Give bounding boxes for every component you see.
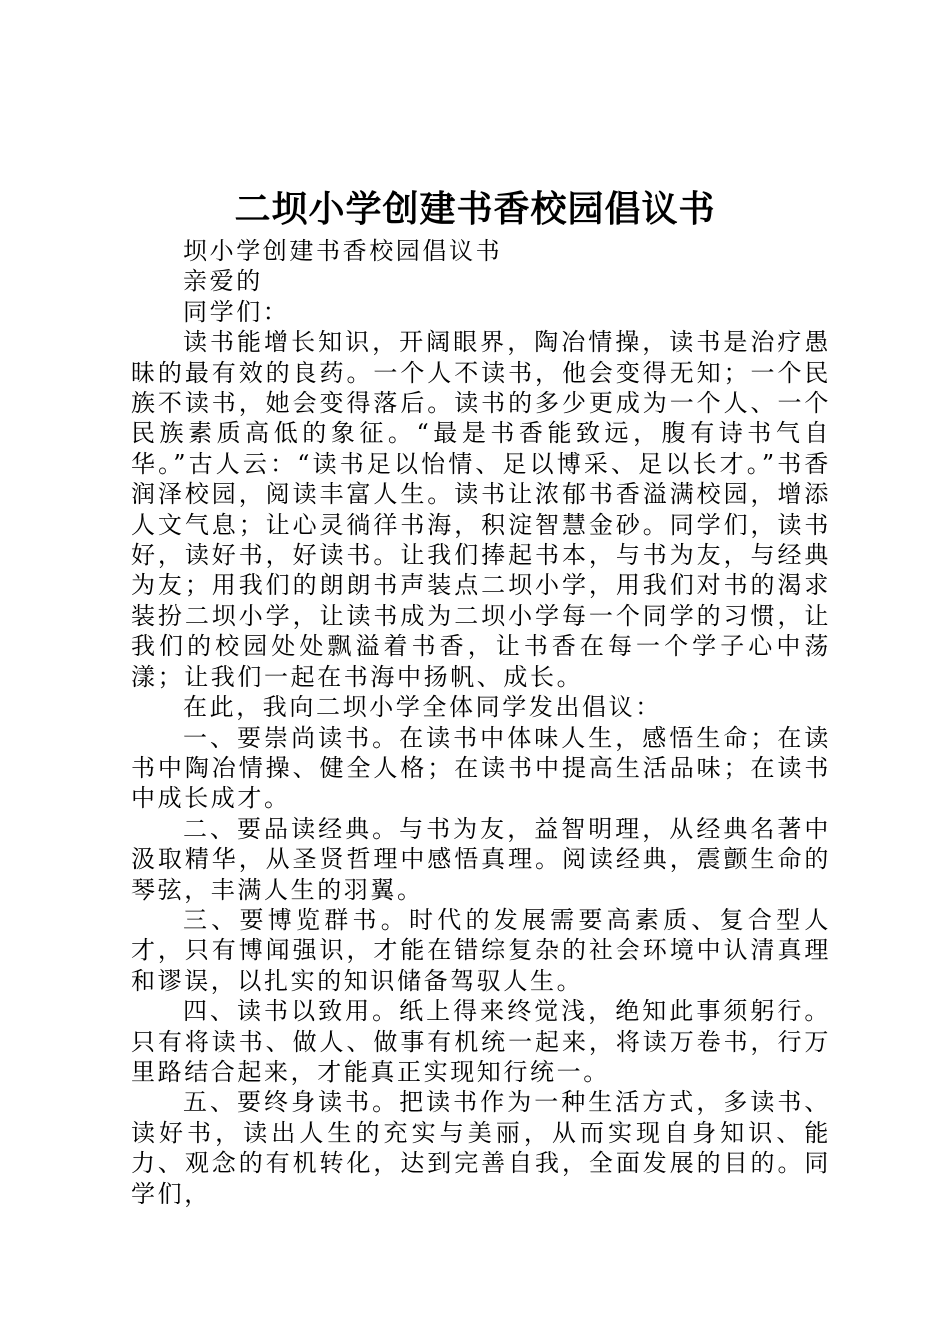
paragraph-point-4: 四、读书以致用。纸上得来终觉浅，绝知此事须躬行。只有将读书、做人、做事有机统一起来，将读万卷书，行万里路结合起来，才能真正实现知行统一。 [131,997,831,1086]
document-title: 二坝小学创建书香校园倡议书 [234,188,716,230]
paragraph-salutation-2: 同学们： [183,297,290,326]
paragraph-intro: 读书能增长知识，开阔眼界，陶冶情操，读书是治疗愚昧的最有效的良药。一个人不读书，他会变得无知；一个民族不读书，她会变得落后。读书的多少更成为一个人、一个民族素质高低的象征。“最是书香能致远，腹有诗书气自华。”古人云：“读书足以怡情、足以博采、足以长才。”书香润泽校园，阅读丰富人生。读书让浓郁书香溢满校园，增添人文气息；让心灵徜徉书海，积淀智慧金砂。同学们，读书好，读好书，好读书。让我们捧起书本，与书为友，与经典为友；用我们的朗朗书声装点二坝小学，用我们对书的渴求装扮二坝小学，让读书成为二坝小学每一个同学的习惯，让我们的校园处处飘溢着书香，让书香在每一个学子心中荡漾；让我们一起在书海中扬帆、成长。 [131,328,831,691]
paragraph-point-1: 一、要崇尚读书。在读书中体味人生，感悟生命；在读书中陶冶情操、健全人格；在读书中提高生活品味；在读书中成长成才。 [131,723,831,813]
paragraph-heading: 坝小学创建书香校园倡议书 [183,237,503,265]
paragraph-proposal-lead: 在此，我向二坝小学全体同学发出倡议： [183,693,662,722]
document-body [131,236,831,1209]
paragraph-point-5: 五、要终身读书。把读书作为一种生活方式，多读书、读好书，读出人生的充实与美丽，从而实现自身知识、能力、观念的有机转化，达到完善自我，全面发展的目的。同学们， [131,1088,831,1208]
paragraph-salutation-1: 亲爱的 [183,267,263,296]
paragraph-point-3: 三、要博览群书。时代的发展需要高素质、复合型人才，只有博闻强识，才能在错综复杂的社会环境中认清真理和谬误，以扎实的知识储备驾驭人生。 [131,905,831,995]
paragraph-point-2: 二、要品读经典。与书为友，益智明理，从经典名著中汲取精华，从圣贤哲理中感悟真理。阅读经典，震颤生命的琴弦，丰满人生的羽翼。 [131,814,831,904]
